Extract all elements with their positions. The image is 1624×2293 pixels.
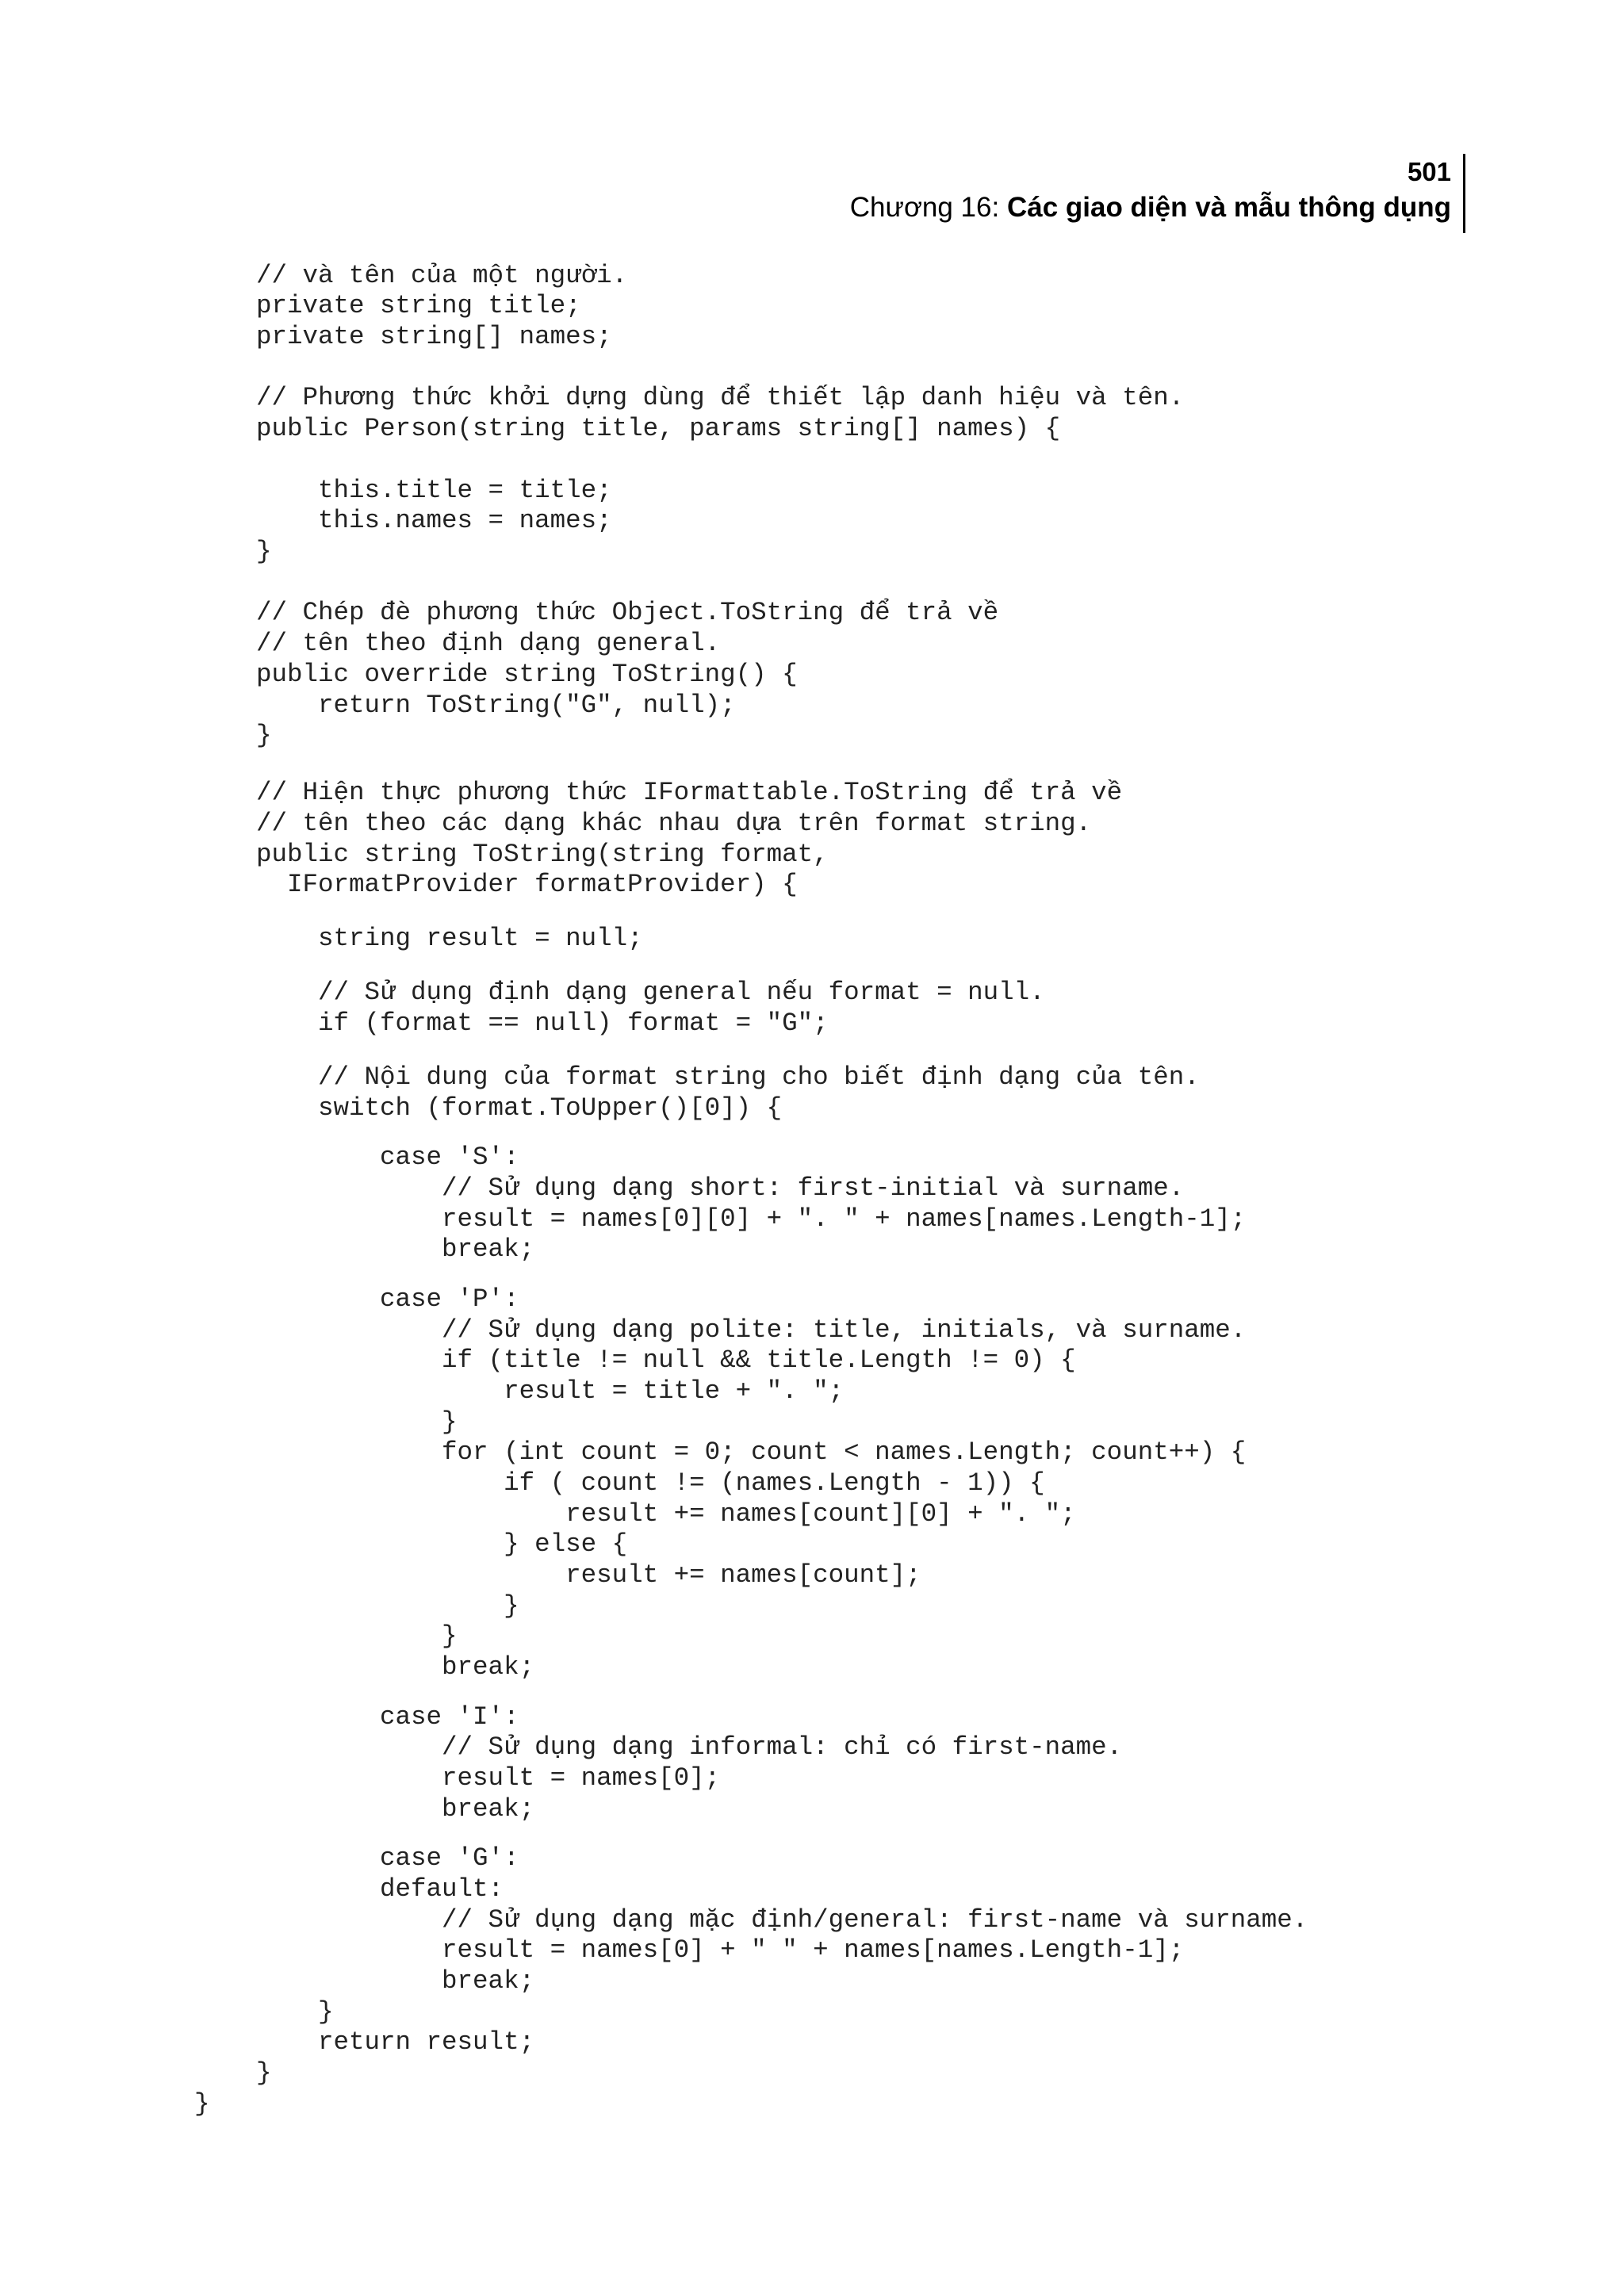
code-line: string result = null; (194, 924, 643, 953)
code-line: } (194, 1407, 458, 1437)
code-line: // Sử dụng dạng short: first-initial và surname. (194, 1173, 1185, 1203)
code-line: return ToString("G", null); (194, 691, 736, 720)
code-line: result += names[count]; (194, 1560, 921, 1590)
code-line: } (194, 2089, 210, 2119)
code-line: // Sử dụng dạng informal: chỉ có first-name. (194, 1732, 1123, 1762)
code-line: result = title + ". "; (194, 1376, 845, 1406)
code-line: result = names[0]; (194, 1763, 721, 1793)
page-number: 501 (1407, 157, 1451, 186)
code-line: // Sử dụng dạng mặc định/general: first-name và surname. (194, 1905, 1308, 1935)
code-line: // Sử dụng định dạng general nếu format = null. (194, 978, 1045, 1007)
code-line: } (194, 1591, 519, 1621)
code-line: } (194, 1621, 458, 1651)
chapter-label: Chương 16: (849, 192, 1007, 223)
code-line: case 'G': (194, 1843, 519, 1873)
chapter-title: Các giao diện và mẫu thông dụng (1006, 192, 1451, 223)
code-line: break; (194, 1652, 535, 1682)
code-line: // tên theo các dạng khác nhau dựa trên format string. (194, 809, 1092, 838)
code-line: // và tên của một người. (194, 261, 628, 290)
code-line: // Chép đè phương thức Object.ToString để trả về (194, 598, 999, 627)
code-line: result += names[count][0] + ". "; (194, 1499, 1076, 1529)
code-line: result = names[0] + " " + names[names.Length-1]; (194, 1935, 1185, 1965)
code-line: return result; (194, 2027, 535, 2057)
code-line: public override string ToString() { (194, 660, 798, 689)
code-line: break; (194, 1794, 535, 1824)
code-line: if (format == null) format = "G"; (194, 1009, 829, 1038)
code-line: } (194, 537, 272, 566)
code-line: private string[] names; (194, 322, 612, 351)
code-line: this.title = title; (194, 476, 612, 505)
code-line: public string ToString(string format, (194, 840, 829, 869)
code-line: if (title != null && title.Length != 0) { (194, 1346, 1076, 1375)
code-line: // Phương thức khởi dựng dùng để thiết lập danh hiệu và tên. (194, 383, 1185, 412)
code-line: // Nội dung của format string cho biết định dạng của tên. (194, 1062, 1200, 1092)
code-line: // Hiện thực phương thức IFormattable.ToString để trả về (194, 778, 1123, 807)
code-line: break; (194, 1235, 535, 1264)
code-line: if ( count != (names.Length - 1)) { (194, 1468, 1045, 1498)
code-line: break; (194, 1966, 535, 1996)
code-line: // tên theo định dạng general. (194, 629, 721, 658)
code-line: case 'P': (194, 1284, 519, 1314)
code-line: public Person(string title, params string[] names) { (194, 414, 1061, 443)
code-line: result = names[0][0] + ". " + names[names.Length-1]; (194, 1204, 1247, 1234)
code-line: switch (format.ToUpper()[0]) { (194, 1093, 783, 1123)
code-line: this.names = names; (194, 506, 612, 535)
code-line: private string title; (194, 291, 581, 320)
code-line: } (194, 2058, 272, 2088)
code-line: IFormatProvider formatProvider) { (194, 870, 798, 899)
code-line: case 'I': (194, 1702, 519, 1732)
code-line: default: (194, 1874, 504, 1904)
code-line: // Sử dụng dạng polite: title, initials, và surname. (194, 1315, 1247, 1345)
code-line: } (194, 721, 272, 750)
code-line: } (194, 1997, 334, 2027)
code-line: case 'S': (194, 1143, 519, 1172)
code-line: } else { (194, 1529, 628, 1559)
code-line: for (int count = 0; count < names.Length; count++) { (194, 1437, 1247, 1467)
